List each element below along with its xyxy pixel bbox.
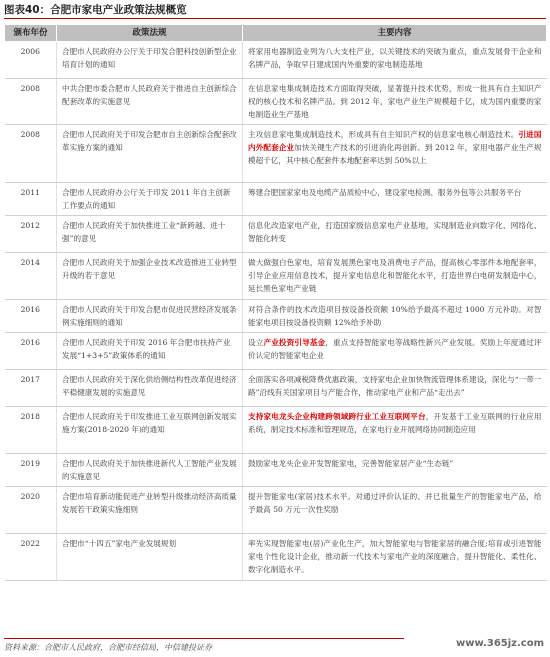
year-cell: 2016: [5, 333, 57, 370]
policy-cell: 合肥市人民政府关于加强企业技术改造推进工业转型升级的若干意见: [57, 253, 243, 300]
table-row: [5, 42, 547, 79]
table-row: [5, 407, 547, 454]
content-text: 设立: [248, 338, 264, 347]
content-text: ，重点支持智能家电等战略性新兴产业发展。奖励上年度通过评价认定的智能家电企业: [248, 338, 542, 360]
content-text: 筹建合肥国家家电及电缆产品质检中心，建设家电检测、服务外包等公共服务平台: [248, 188, 522, 197]
content-text: 做大做强白色家电，培育发展黑色家电及消费电子产品，提高核心零部件本地配套率，引导企业应用信息技术，提升家电信息化和智能化水平，打造世界白电研发制造中心，延长黑色家电产业链: [248, 258, 542, 293]
content-text: 将家用电器制造业列为八大支柱产业，以关键技术的突破为重点，重点发展骨干企业和名牌产品，争取早日建成国内外重要的家电制造基地: [248, 47, 542, 69]
policy-table: [4, 24, 547, 581]
year-cell: 2006: [5, 42, 57, 79]
table-row: [5, 534, 547, 581]
year-cell: 2018: [5, 407, 57, 454]
content-cell: [243, 216, 547, 253]
table-row: [5, 300, 547, 333]
content-text: 对符合条件的技术改造项目按设备投资额 10%给予最高不超过 1000 万元补助。对智能家电项目按设备投资额 12%给予补助: [248, 305, 542, 327]
watermark: www.365jz.com: [455, 638, 544, 649]
year-cell: 2008: [5, 79, 57, 125]
policy-cell: 合肥市“十四五”家电产业发展规划: [57, 534, 243, 581]
policy-cell: 合肥市人民政府关于加快推进工业“新跨越、进十强”的意见: [57, 216, 243, 253]
source-note: 资料来源：合肥市人民政府，合肥市经信局，中信建投证券: [4, 638, 404, 654]
table-row: [5, 253, 547, 300]
policy-cell: 中共合肥市委合肥市人民政府关于推进自主创新综合配套改革的实施意见: [57, 79, 243, 125]
table-row: [5, 216, 547, 253]
header-policy: 政策法规: [57, 25, 243, 42]
content-cell: [243, 407, 547, 454]
content-cell: [243, 454, 547, 487]
policy-cell: 合肥市人民政府关于印发推进工业互联网创新发展实施方案(2018-2020 年)的通知: [57, 407, 243, 454]
table-row: [5, 125, 547, 183]
policy-cell: 合肥市人民政府办公厅关于印发合肥科技创新型企业培育计划的通知: [57, 42, 243, 79]
content-cell: [243, 370, 547, 407]
content-cell: [243, 125, 547, 183]
content-cell: [243, 253, 547, 300]
content-text: 提升智能家电(家居)技术水平。对通过评价认证的、并已批量生产的智能家电产品，给予最高 50 万元一次性奖励: [248, 492, 542, 514]
table-row: [5, 487, 547, 534]
header-content: 主要内容: [243, 25, 547, 42]
header-year: 颁布年份: [5, 25, 57, 42]
content-cell: [243, 333, 547, 370]
table-header-row: [5, 25, 547, 42]
table-row: [5, 370, 547, 407]
content-cell: [243, 79, 547, 125]
year-cell: 2012: [5, 216, 57, 253]
content-text: 信息化改造家电产业，打造国家级信息家电产业基地，实现制造业向数字化、网络化、智能化转变: [248, 221, 542, 243]
table-row: [5, 333, 547, 370]
policy-cell: 合肥市人民政府关于印发 2016 年合肥市扶持产业发展“1+3+5”政策体系的通知: [57, 333, 243, 370]
content-cell: [243, 183, 547, 216]
highlighted-text: 引进国内外配套企业: [248, 130, 542, 152]
content-text: 主攻信息家电集成制造技术，形成具有自主知识产权的信息家电核心制造技术。: [248, 130, 519, 139]
content-text: 鼓励家电龙头企业开发智能家电，完善智能家居产业“生态链”: [248, 459, 454, 468]
policy-cell: 合肥市培育新动能促进产业转型升级推动经济高质量发展若干政策实施细则: [57, 487, 243, 534]
year-cell: 2022: [5, 534, 57, 581]
table-row: [5, 454, 547, 487]
policy-cell: 合肥市人民政府关于深化供给侧结构性改革促进经济平稳健康发展的实施意见: [57, 370, 243, 407]
content-text: 在信息家电集成制造技术方面取得突破，显著提升技术优势，形成一批具有自主知识产权的核心技术和名牌产品。到 2012 年，家电产业生产规模超千亿，成为国内重要的家电制造业生产基地: [248, 84, 542, 119]
year-cell: 2011: [5, 183, 57, 216]
year-cell: 2019: [5, 454, 57, 487]
content-text: 加快关键生产技术的引进消化再创新。到 2012 年，家用电器产业生产规模超千亿，其中核心配套件本地配套率达到 50%以上: [248, 143, 542, 165]
year-cell: 2008: [5, 125, 57, 183]
content-text: 全面落实各项减税降费优惠政策，支持家电企业加快物流管理体系建设，深化与“一带一路”沿线有关国家项目与产能合作，推动家电产业和产品“走出去”: [248, 375, 542, 397]
table-row: [5, 79, 547, 125]
policy-cell: 合肥市人民政府关于加快推进新代人工智能产业发展的实施意见: [57, 454, 243, 487]
content-cell: [243, 487, 547, 534]
table-row: [5, 183, 547, 216]
content-text: ，开发基于工业互联网的行业应用系统，制定技术标准和管理规范，在家电行业开展网络协同制造应用: [248, 412, 542, 434]
year-cell: 2017: [5, 370, 57, 407]
content-cell: [243, 300, 547, 333]
content-cell: [243, 534, 547, 581]
highlighted-text: 支持家电龙头企业构建跨领域跨行业工业互联网平台: [248, 412, 426, 421]
year-cell: 2020: [5, 487, 57, 534]
year-cell: 2014: [5, 253, 57, 300]
content-cell: [243, 42, 547, 79]
policy-cell: 合肥市人民政府办公厅关于印发 2011 年自主创新工作要点的通知: [57, 183, 243, 216]
year-cell: 2016: [5, 300, 57, 333]
highlighted-text: 产业投资引导基金: [263, 338, 326, 347]
policy-cell: 合肥市人民政府关于印发合肥市促进民营经济发展条例实施细则的通知: [57, 300, 243, 333]
figure-title: 图表40：合肥市家电产业政策法规概览: [4, 2, 546, 19]
content-text: 率先实现智能家电(居)产业化生产，加大智能家电与智能家居的融合度;培育或引进智能家电个性化设计企业，推动新一代技术与家电产业的深度融合，提升智能化、柔性化、数字化制造水平。: [248, 539, 542, 574]
policy-cell: 合肥市人民政府关于印发合肥市自主创新综合配套改革实施方案的通知: [57, 125, 243, 183]
